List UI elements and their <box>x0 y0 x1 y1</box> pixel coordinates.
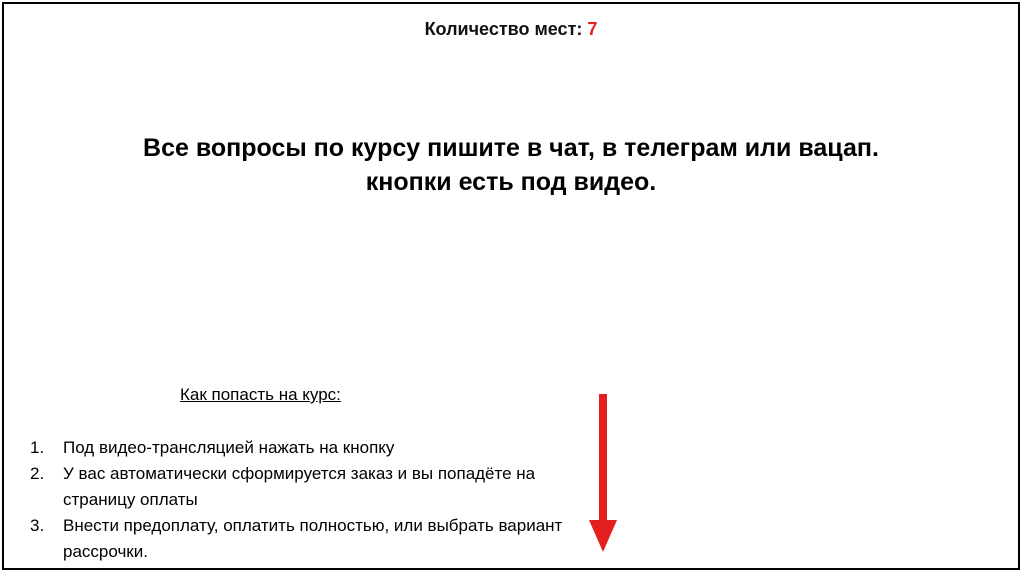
step-text: Внести предоплату, оплатить полностью, или выбрать вариант рассрочки. <box>63 516 563 561</box>
headline-line-2: кнопки есть под видео. <box>365 168 657 196</box>
seats-available <box>4 19 1018 40</box>
steps-list <box>30 435 570 565</box>
seats-count: 7 <box>587 19 598 39</box>
headline <box>4 131 1018 199</box>
step-text: Под видео-трансляцией нажать на кнопку <box>63 438 395 457</box>
step-number: 1. <box>30 438 45 457</box>
step-number: 3. <box>30 516 45 535</box>
slide <box>2 2 1020 570</box>
step-text: У вас автоматически сформируется заказ и вы попадёте на страницу оплаты <box>63 464 536 509</box>
step-item <box>30 435 570 461</box>
seats-label: Количество мест: <box>424 19 583 39</box>
step-item <box>30 513 570 565</box>
step-item <box>30 461 570 513</box>
arrow-down-icon <box>589 394 617 554</box>
step-number: 2. <box>30 464 45 483</box>
how-to-join-title: Как попасть на курс: <box>180 385 341 404</box>
headline-line-1: Все вопросы по курсу пишите в чат, в телеграм или вацап. <box>143 134 879 162</box>
